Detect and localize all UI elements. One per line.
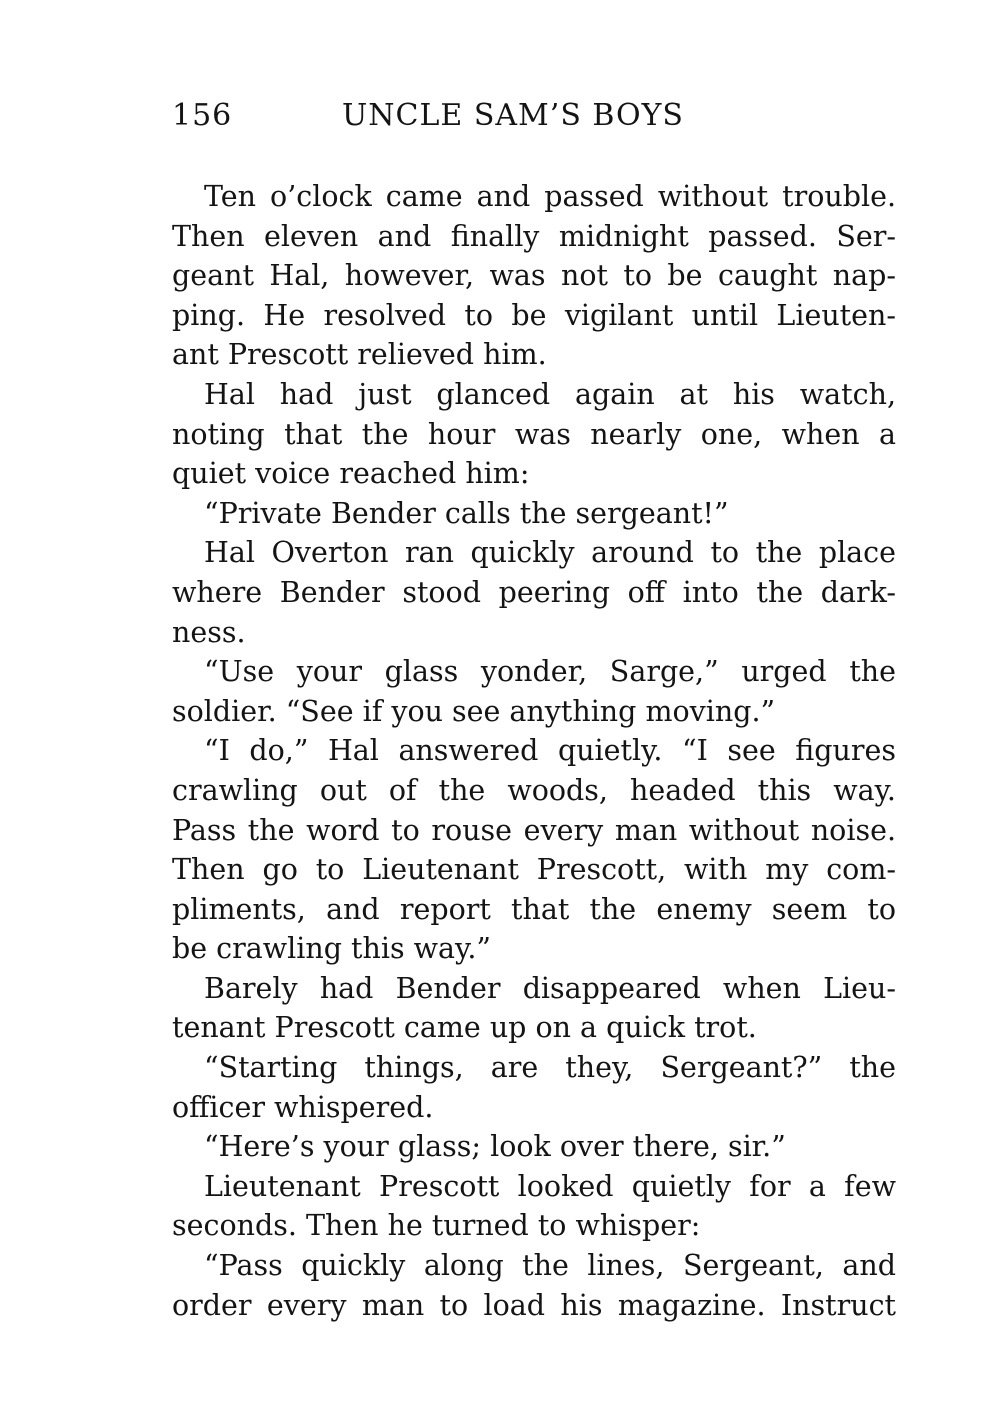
text-line: Lieutenant Prescott looked quietly for a few <box>204 1169 896 1203</box>
text-line: Then eleven and finally midnight passed. Ser- <box>172 219 896 253</box>
body-text <box>172 177 896 1325</box>
text-line: “Use your glass yonder, Sarge,” urged the <box>204 655 896 689</box>
text-line: Pass the word to rouse every man without noise. <box>172 813 896 847</box>
text-line: Barely had Bender disappeared when Lieu- <box>204 971 896 1005</box>
page-number: 156 <box>172 98 233 133</box>
text-line: ant Prescott relieved him. <box>172 338 547 372</box>
text-line: soldier. “See if you see anything moving.” <box>172 694 776 728</box>
text-line: pliments, and report that the enemy seem to <box>172 892 896 926</box>
text-line: ping. He resolved to be vigilant until Lieuten- <box>172 298 896 332</box>
text-line: ness. <box>172 615 246 649</box>
text-line: Then go to Lieutenant Prescott, with my com- <box>172 853 896 887</box>
text-line: order every man to load his magazine. Instruct <box>172 1288 896 1322</box>
text-line: crawling out of the woods, headed this way. <box>172 773 896 807</box>
running-title: UNCLE SAM’S BOYS <box>342 98 684 133</box>
text-line: noting that the hour was nearly one, when a <box>172 417 896 451</box>
text-line: Ten o’clock came and passed without trouble. <box>204 180 896 213</box>
text-line: where Bender stood peering off into the dark- <box>172 575 896 609</box>
running-head <box>172 96 732 136</box>
text-line: officer whispered. <box>172 1090 434 1124</box>
text-line: “Here’s your glass; look over there, sir.” <box>204 1130 786 1164</box>
text-line: be crawling this way.” <box>172 932 491 966</box>
text-line: “Private Bender calls the sergeant!” <box>204 496 729 530</box>
text-line: Hal Overton ran quickly around to the place <box>204 536 896 570</box>
text-line: geant Hal, however, was not to be caught nap- <box>172 259 896 293</box>
text-line: tenant Prescott came up on a quick trot. <box>172 1011 757 1045</box>
text-line: “Pass quickly along the lines, Sergeant, and <box>204 1249 896 1283</box>
text-line: Hal had just glanced again at his watch, <box>204 377 896 411</box>
text-line: seconds. Then he turned to whisper: <box>172 1209 701 1243</box>
text-line: “Starting things, are they, Sergeant?” the <box>204 1051 896 1085</box>
text-line: “I do,” Hal answered quietly. “I see figures <box>204 734 896 768</box>
text-line: quiet voice reached him: <box>172 457 530 491</box>
